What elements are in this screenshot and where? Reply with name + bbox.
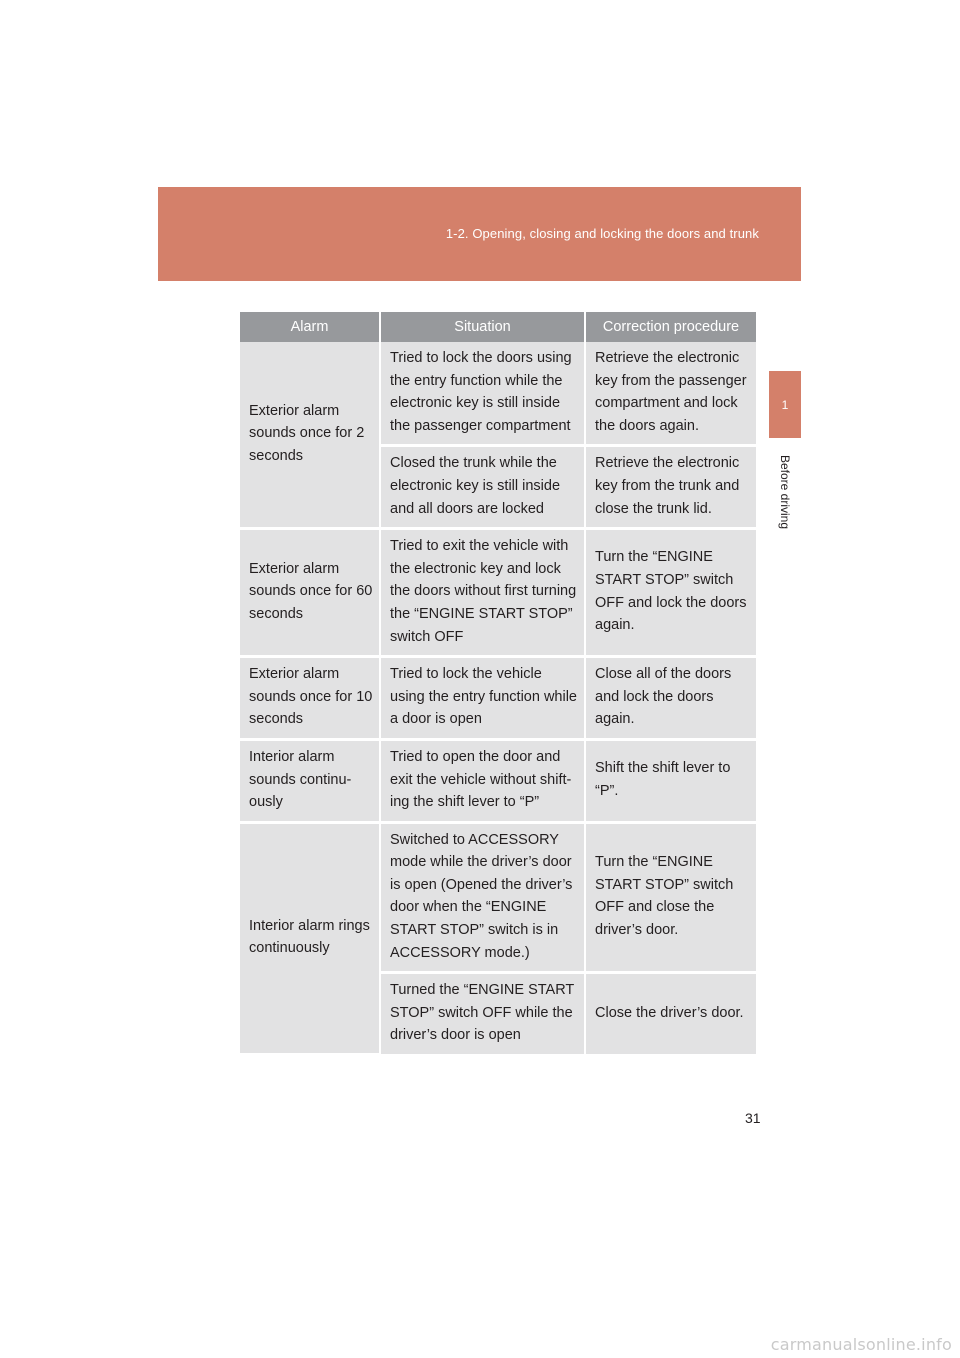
chapter-tab: 1	[769, 371, 801, 438]
situation-cell: Tried to lock the doors using the entry function while the electronic key is still inside the passenger compartment	[380, 342, 585, 446]
situation-cell: Tried to open the door and exit the vehicle without shift-ing the shift lever to “P”	[380, 739, 585, 822]
table-row	[240, 342, 756, 446]
chapter-label: Before driving	[778, 454, 792, 530]
column-header-alarm: Alarm	[240, 312, 380, 342]
correction-cell: Retrieve the electronic key from the trunk and close the trunk lid.	[585, 446, 756, 529]
alarm-cell: Exterior alarm sounds once for 2 seconds	[240, 342, 380, 529]
correction-cell: Close the driver’s door.	[585, 973, 756, 1054]
alarm-table	[240, 312, 756, 1056]
situation-cell: Closed the trunk while the electronic key is still inside and all doors are locked	[380, 446, 585, 529]
table-row	[240, 739, 756, 822]
correction-cell: Close all of the doors and lock the doors again.	[585, 657, 756, 740]
correction-cell: Shift the shift lever to “P”.	[585, 739, 756, 822]
correction-cell: Turn the “ENGINE START STOP” switch OFF and close the driver’s door.	[585, 822, 756, 973]
alarm-cell: Exterior alarm sounds once for 60 seconds	[240, 529, 380, 657]
situation-cell: Turned the “ENGINE START STOP” switch OFF while the driver’s door is open	[380, 973, 585, 1054]
table-header-row	[240, 312, 756, 342]
situation-cell: Tried to lock the vehicle using the entry function while a door is open	[380, 657, 585, 740]
table-row	[240, 822, 756, 973]
table-row	[240, 657, 756, 740]
page-number: 31	[745, 1110, 761, 1126]
alarm-cell: Interior alarm sounds continu-ously	[240, 739, 380, 822]
situation-cell: Tried to exit the vehicle with the electronic key and lock the doors without first turning the “ENGINE START STOP” switch OFF	[380, 529, 585, 657]
situation-cell: Switched to ACCESSORY mode while the driver’s door is open (Opened the driver’s door when the “ENGINE START STOP” switch is in ACCESSORY mode.)	[380, 822, 585, 973]
column-header-situation: Situation	[380, 312, 585, 342]
watermark: carmanualsonline.info	[770, 1335, 952, 1354]
alarm-cell: Exterior alarm sounds once for 10 seconds	[240, 657, 380, 740]
column-header-correction: Correction procedure	[585, 312, 756, 342]
correction-cell: Turn the “ENGINE START STOP” switch OFF and lock the doors again.	[585, 529, 756, 657]
section-title: 1-2. Opening, closing and locking the doors and trunk	[445, 226, 759, 241]
section-header-band	[158, 187, 801, 281]
table-row	[240, 529, 756, 657]
correction-cell: Retrieve the electronic key from the passenger compartment and lock the doors again.	[585, 342, 756, 446]
alarm-cell: Interior alarm rings continuously	[240, 822, 380, 1054]
